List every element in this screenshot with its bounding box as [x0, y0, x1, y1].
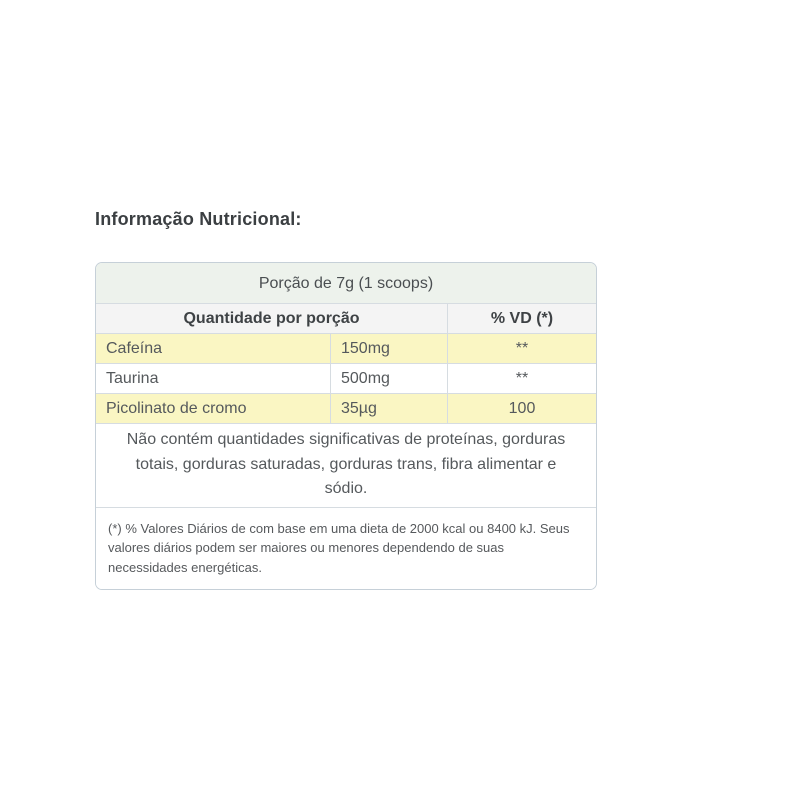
daily-values-footnote: (*) % Valores Diários de com base em uma dieta de 2000 kcal ou 8400 kJ. Seus valores diários podem ser maiores ou menores dependendo de suas necessidades energéticas.	[96, 507, 596, 590]
table-row-cafeina	[96, 333, 596, 363]
nutrient-amount: 150mg	[330, 333, 447, 363]
nutrient-name: Picolinato de cromo	[96, 393, 330, 423]
table-row-taurina	[96, 363, 596, 393]
nutrient-amount: 35µg	[330, 393, 447, 423]
footnote-row	[96, 507, 596, 590]
serving-header: Porção de 7g (1 scoops)	[96, 263, 596, 303]
nutrient-amount: 500mg	[330, 363, 447, 393]
table-row-picolinato	[96, 393, 596, 423]
nutrient-name: Taurina	[96, 363, 330, 393]
column-header-dv: % VD (*)	[447, 303, 596, 333]
column-header-row	[96, 303, 596, 333]
nutrient-dv: **	[447, 333, 596, 363]
nutrient-name: Cafeína	[96, 333, 330, 363]
note-row	[96, 423, 596, 507]
nutrition-table-container	[95, 262, 597, 590]
column-header-quantity: Quantidade por porção	[96, 303, 447, 333]
nutrition-table	[96, 263, 596, 589]
serving-row	[96, 263, 596, 303]
page-title: Informação Nutricional:	[95, 209, 302, 229]
no-significant-amounts-note: Não contém quantidades significativas de proteínas, gorduras totais, gorduras saturadas, gorduras trans, fibra alimentar e sódio.	[96, 423, 596, 507]
nutrient-dv: 100	[447, 393, 596, 423]
nutrient-dv: **	[447, 363, 596, 393]
